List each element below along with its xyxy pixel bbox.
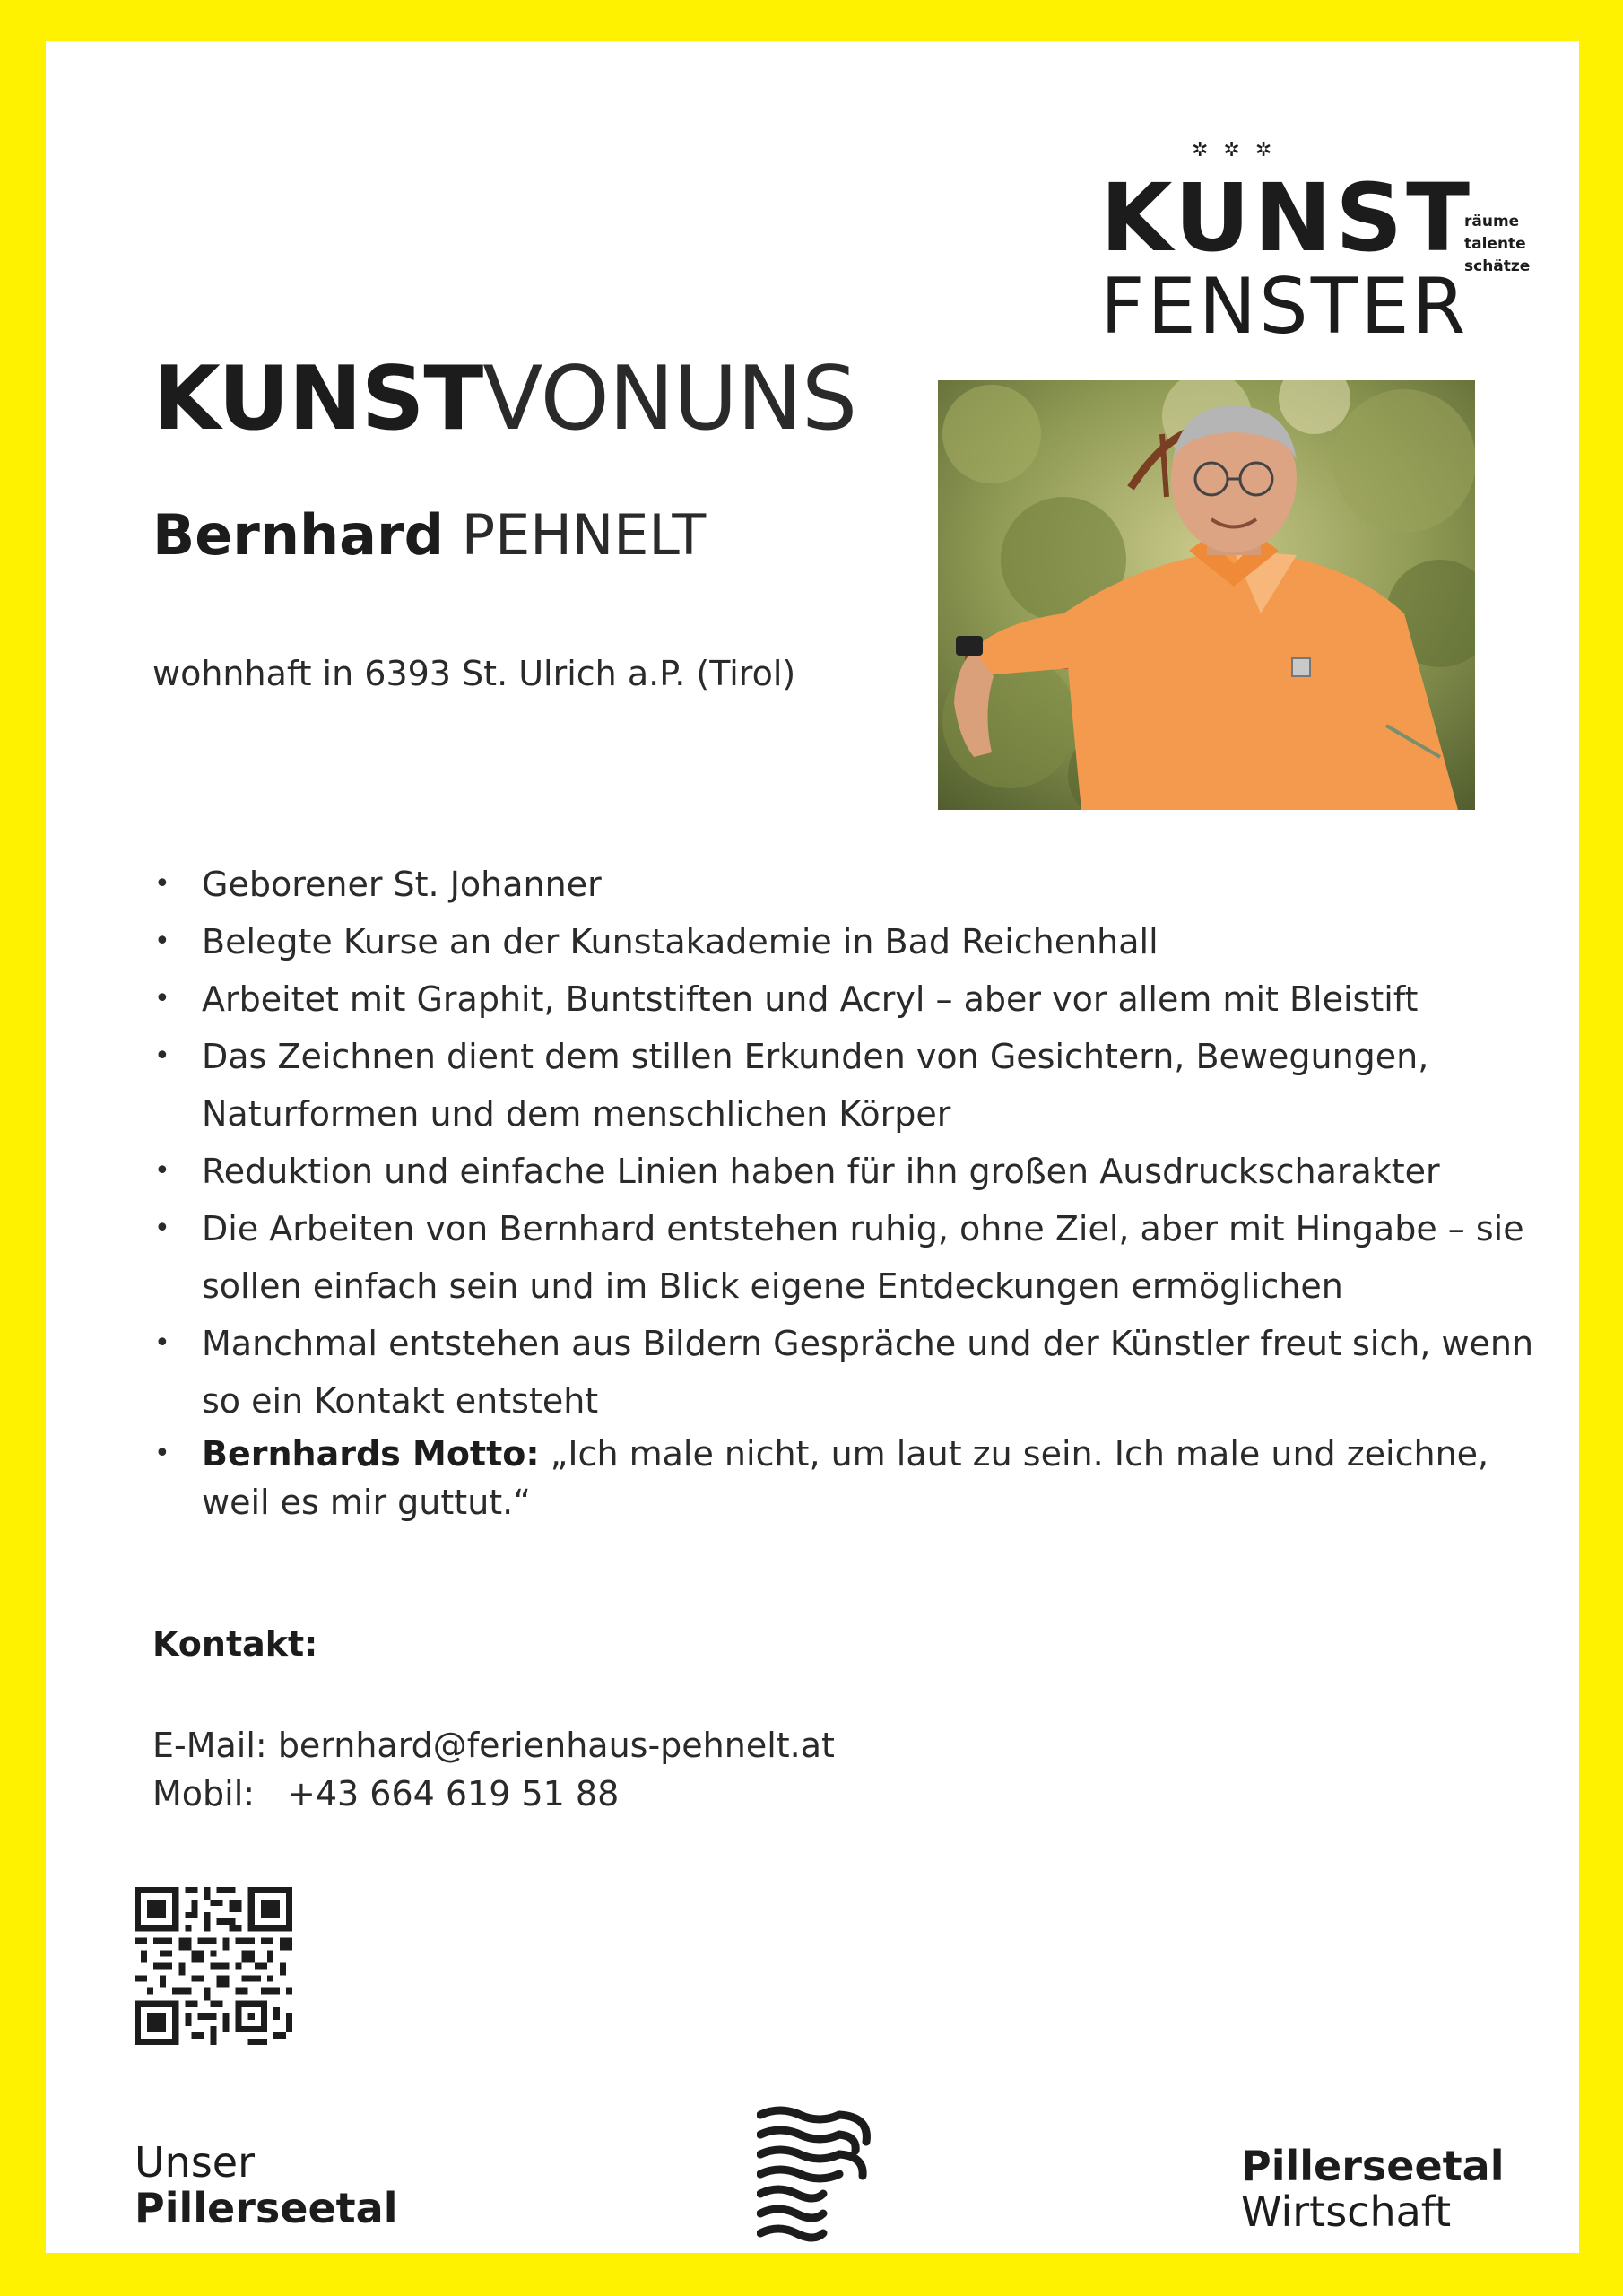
list-item — [152, 1200, 1551, 1315]
phone-line — [152, 1770, 835, 1818]
logo-word-kunst: KUNST — [1100, 163, 1474, 273]
logo-tag: talente — [1464, 235, 1526, 253]
list-item — [152, 970, 1551, 1028]
title-bold: KUNST — [152, 348, 483, 450]
kunstfenster-logo — [1100, 135, 1549, 351]
email-label: E-Mail: — [152, 1726, 267, 1765]
motto-label: Bernhards Motto: — [202, 1434, 540, 1474]
artist-last-name: PEHNELT — [461, 502, 707, 568]
residence-text: wohnhaft in 6393 St. Ulrich a.P. (Tirol) — [152, 654, 796, 693]
bullet-icon: • — [154, 983, 170, 1014]
artist-name — [152, 502, 707, 568]
motto-text: „Ich male nicht, um laut zu sein. Ich male und zeichne, weil es mir guttut.“ — [202, 1434, 1489, 1522]
list-item-text: Belegte Kurse an der Kunstakademie in Bad Reichenhall — [202, 922, 1159, 961]
bullet-icon: • — [154, 1327, 170, 1359]
list-item — [152, 913, 1551, 970]
contact-heading: Kontakt: — [152, 1624, 318, 1664]
logo-tag: räume — [1464, 213, 1520, 230]
qr-code-icon[interactable] — [135, 1887, 292, 2045]
list-item-text: Die Arbeiten von Bernhard entstehen ruhig, ohne Ziel, aber mit Hingabe – sie sollen einfach sein und im Blick eigene Entdeckungen ermöglichen — [202, 1209, 1524, 1306]
email-line — [152, 1721, 835, 1770]
list-item-text: Arbeitet mit Graphit, Buntstiften und Acryl – aber vor allem mit Bleistift — [202, 979, 1419, 1019]
pillerseetal-wirtschaft-logo — [1241, 2144, 1504, 2234]
bullet-icon: • — [154, 1438, 170, 1469]
unser-line: Unser — [135, 2138, 256, 2187]
contact-details — [152, 1721, 835, 1818]
poster-page — [46, 41, 1579, 2253]
email-link[interactable]: bernhard@ferienhaus-pehnelt.at — [277, 1726, 835, 1765]
list-item-text: Manchmal entstehen aus Bildern Gespräche und der Künstler freut sich, wenn so ein Kontakt entsteht — [202, 1324, 1534, 1421]
phone-number[interactable]: +43 664 619 51 88 — [287, 1774, 620, 1813]
artist-facts-list — [152, 856, 1551, 1526]
logo-tag: schätze — [1464, 257, 1531, 275]
bullet-icon: • — [154, 1213, 170, 1244]
list-item — [152, 1315, 1551, 1430]
logo-tags — [1464, 211, 1530, 278]
list-item-text: Geborener St. Johanner — [202, 865, 602, 904]
list-item — [152, 856, 1551, 913]
list-item — [152, 1028, 1551, 1143]
list-item — [152, 1143, 1551, 1200]
list-item-text: Das Zeichnen dient dem stillen Erkunden von Gesichtern, Bewegungen, Naturformen und dem menschlichen Körper — [202, 1037, 1429, 1134]
phone-label: Mobil: — [152, 1774, 256, 1813]
wirtschaft-line: Wirtschaft — [1241, 2187, 1452, 2236]
pillerseetal-line: Pillerseetal — [1241, 2142, 1505, 2190]
pillerseetal-p-icon — [757, 2104, 873, 2248]
artist-photo — [938, 380, 1475, 810]
bullet-icon: • — [154, 1040, 170, 1072]
page-title — [152, 348, 857, 450]
stars-icon: ✲ ✲ ✲ — [1192, 139, 1277, 161]
motto-item — [152, 1430, 1551, 1526]
title-light: VONUNS — [482, 348, 857, 450]
artist-first-name: Bernhard — [152, 502, 444, 568]
bullet-icon: • — [154, 1155, 170, 1187]
unser-pillerseetal-logo — [135, 2140, 397, 2231]
bullet-icon: • — [154, 926, 170, 957]
logo-word-fenster: FENSTER — [1100, 262, 1469, 352]
list-item-text: Reduktion und einfache Linien haben für ihn großen Ausdruckscharakter — [202, 1152, 1440, 1191]
bullet-icon: • — [154, 868, 170, 900]
pillerseetal-line: Pillerseetal — [135, 2183, 398, 2232]
